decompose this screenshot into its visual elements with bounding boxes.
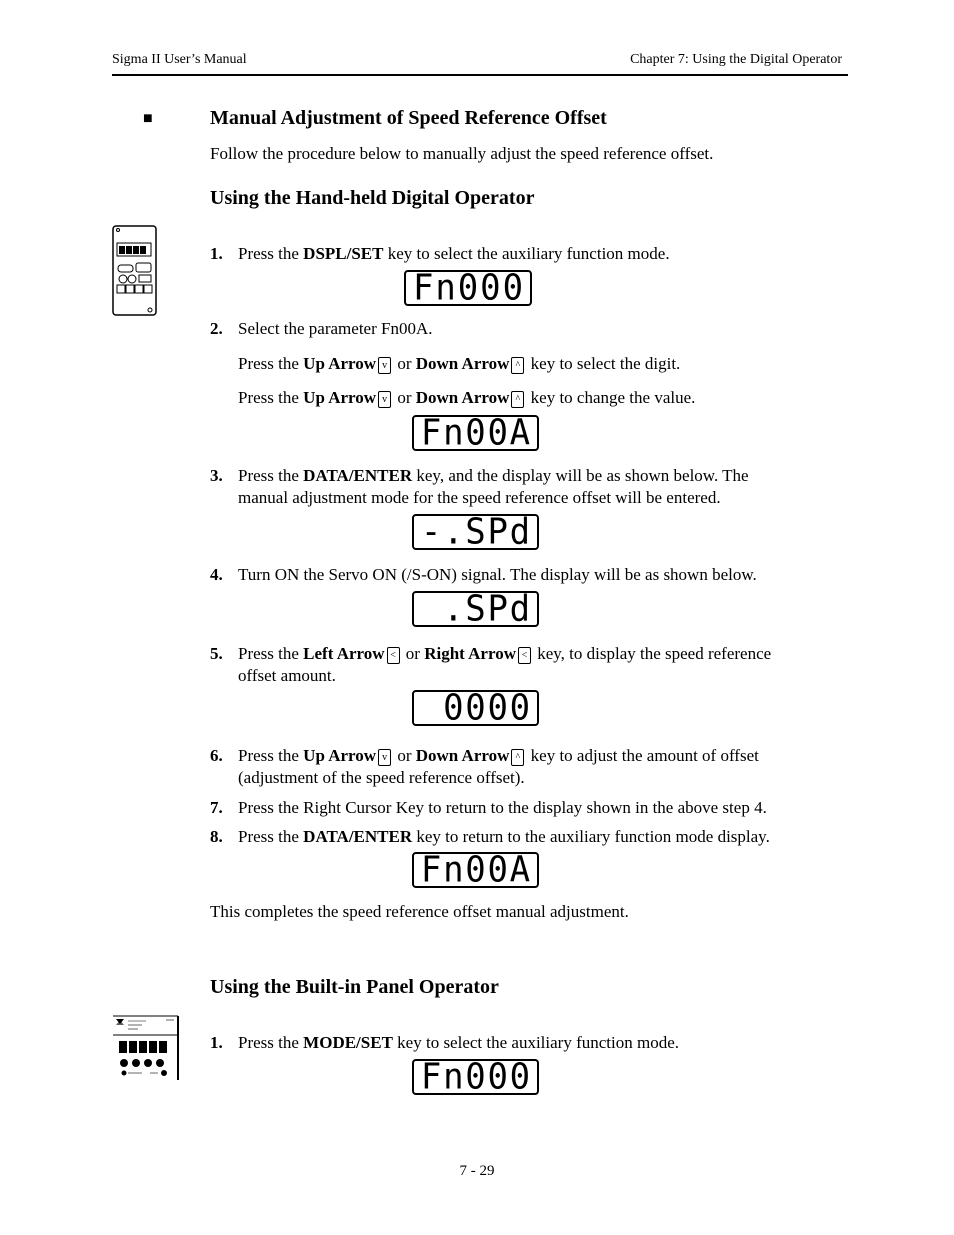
- handheld-title: Using the Hand-held Digital Operator: [210, 187, 535, 209]
- builtin-step-1: 1. Press the MODE/SET key to select the auxiliary function mode.: [210, 1033, 679, 1052]
- down-arrow-key-icon: v: [378, 391, 391, 408]
- header-left: Sigma II User’s Manual: [112, 52, 247, 67]
- handheld-step-5: 5. Press the Left Arrow < or Right Arrow < key, to display the speed reference offset amount.: [210, 644, 772, 685]
- handheld-step-3: 3. Press the DATA/ENTER key, and the display will be as shown below. The manual adjustment mode for the speed reference offset will be entered.: [210, 466, 749, 507]
- left-arrow-key-icon: <: [387, 647, 400, 664]
- up-arrow-key-icon: ^: [511, 391, 524, 408]
- lcd-display-offset-amount: 0 0 0 0: [412, 690, 539, 726]
- up-arrow-key-icon: ^: [511, 357, 524, 374]
- closing-text: This completes the speed reference offset manual adjustment.: [210, 902, 629, 921]
- down-arrow-key-icon: v: [378, 357, 391, 374]
- lcd-display-spd-servo-on: . S P d: [412, 591, 539, 627]
- step-number: 1.: [210, 244, 223, 263]
- handheld-step-2-line-1: Press the Up Arrow v or Down Arrow ^ key to select the digit.: [238, 354, 681, 373]
- header-right: Chapter 7: Using the Digital Operator: [630, 52, 842, 67]
- page-number: 7 - 29: [459, 1163, 495, 1179]
- down-arrow-key-icon: v: [378, 749, 391, 766]
- lcd-display-fn00a-return: F n 0 0 A: [412, 852, 539, 888]
- lcd-display-spd-offset: - . S P d: [412, 514, 539, 550]
- handheld-step-2-line-2: Press the Up Arrow v or Down Arrow ^ key to change the value.: [238, 388, 696, 407]
- lcd-display-fn00a: F n 0 0 A: [412, 415, 539, 451]
- handheld-step-4: 4. Turn ON the Servo ON (/S-ON) signal. The display will be as shown below.: [210, 565, 757, 584]
- intro-text: Follow the procedure below to manually adjust the speed reference offset.: [210, 144, 714, 163]
- right-arrow-key-icon: <: [518, 647, 531, 664]
- lcd-display-builtin-fn000: F n 0 0 0: [412, 1059, 539, 1095]
- handheld-step-8: 8. Press the DATA/ENTER key to return to the auxiliary function mode display.: [210, 827, 770, 846]
- builtin-panel-operator-icon: [112, 1015, 180, 1081]
- section-bullet-icon: ■: [143, 110, 153, 127]
- up-arrow-key-icon: ^: [511, 749, 524, 766]
- handheld-step-6: 6. Press the Up Arrow v or Down Arrow ^ key to adjust the amount of offset (adjustment of the speed reference offset).: [210, 746, 759, 787]
- handheld-step-7: 7. Press the Right Cursor Key to return to the display shown in the above step 4.: [210, 798, 767, 817]
- handheld-operator-icon: [112, 225, 158, 317]
- header-rule: [112, 74, 848, 76]
- section-title: Manual Adjustment of Speed Reference Offset: [210, 107, 607, 129]
- handheld-step-2: 2. Select the parameter Fn00A.: [210, 319, 433, 338]
- key-name: DSPL/SET: [303, 244, 384, 263]
- lcd-display-fn000: F n 0 0 0: [404, 270, 532, 306]
- builtin-title: Using the Built-in Panel Operator: [210, 976, 499, 998]
- handheld-step-1: 1. Press the DSPL/SET key to select the auxiliary function mode.: [210, 244, 670, 263]
